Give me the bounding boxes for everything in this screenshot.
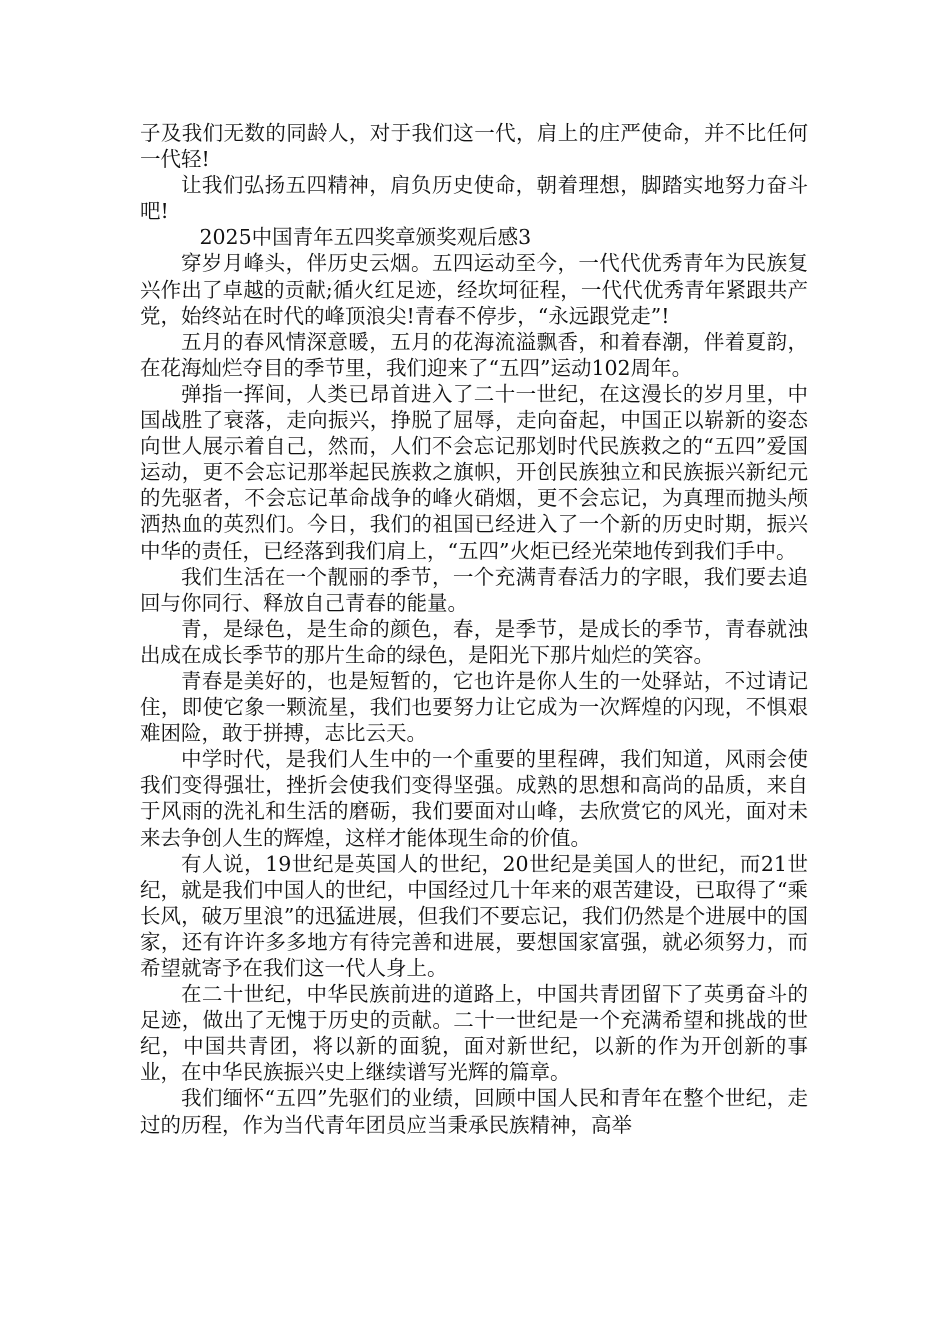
paragraph: 五月的春风情深意暖，五月的花海流溢飘香，和着春潮，伴着夏韵，在花海灿烂夺目的季节里，我们迎来了“五四”运动102周年。 [140, 329, 808, 380]
paragraph-continuation: 子及我们无数的同龄人，对于我们这一代，肩上的庄严使命，并不比任何一代轻! [140, 121, 808, 172]
paragraph: 青春是美好的，也是短暂的，它也许是你人生的一处驿站，不过请记住，即使它象一颗流星，我们也要努力让它成为一次辉煌的闪现，不惧艰难困险，敢于拼搏，志比云天。 [140, 668, 808, 746]
section-heading: 2025中国青年五四奖章颁奖观后感3 [199, 225, 532, 250]
paragraph: 穿岁月峰头，伴历史云烟。五四运动至今，一代代优秀青年为民族复兴作出了卓越的贡献;循火红足迹，经坎坷征程，一代代优秀青年紧跟共产党，始终站在时代的峰顶浪尖!青春不停步，“永远跟党走”! [140, 251, 808, 328]
paragraph: 我们缅怀“五四”先驱们的业绩，回顾中国人民和青年在整个世纪，走过的历程，作为当代青年团员应当秉承民族精神，高举 [140, 1086, 808, 1137]
document-body [140, 120, 808, 1138]
paragraph: 在二十世纪，中华民族前进的道路上，中国共青团留下了英勇奋斗的足迹，做出了无愧于历史的贡献。二十一世纪是一个充满希望和挑战的世纪，中国共青团，将以新的面貌，面对新世纪，以新的作为开创新的事业，在中华民族振兴史上继续谱写光辉的篇章。 [140, 982, 808, 1085]
paragraph: 弹指一挥间，人类已昂首进入了二十一世纪，在这漫长的岁月里，中国战胜了衰落，走向振兴，挣脱了屈辱，走向奋起，中国正以崭新的姿态向世人展示着自己，然而，人们不会忘记那划时代民族救之的“五四”爱国运动，更不会忘记那举起民族救之旗帜，开创民族独立和民族振兴新纪元的先驱者，不会忘记革命战争的峰火硝烟，更不会忘记，为真理而抛头颅洒热血的英烈们。今日，我们的祖国已经进入了一个新的历史时期，振兴中华的责任，已经落到我们肩上，“五四”火炬已经光荣地传到我们手中。 [140, 381, 808, 563]
paragraph: 有人说，19世纪是英国人的世纪，20世纪是美国人的世纪，而21世纪，就是我们中国人的世纪，中国经过几十年来的艰苦建设，已取得了“乘长风，破万里浪”的迅猛进展，但我们不要忘记，我们仍然是个进展中的国家，还有许许多多地方有待完善和进展，要想国家富强，就必须努力，而希望就寄予在我们这一代人身上。 [140, 851, 808, 980]
paragraph: 让我们弘扬五四精神，肩负历史使命，朝着理想，脚踏实地努力奋斗吧! [140, 173, 808, 224]
paragraph: 我们生活在一个靓丽的季节，一个充满青春活力的字眼，我们要去追回与你同行、释放自己青春的能量。 [140, 564, 808, 615]
paragraph: 中学时代，是我们人生中的一个重要的里程碑，我们知道，风雨会使我们变得强壮，挫折会使我们变得坚强。成熟的思想和高尚的品质，来自于风雨的洗礼和生活的磨砺，我们要面对山峰，去欣赏它的风光，面对未来去争创人生的辉煌，这样才能体现生命的价值。 [140, 747, 808, 850]
paragraph: 青，是绿色，是生命的颜色，春，是季节，是成长的季节，青春就浊出成在成长季节的那片生命的绿色，是阳光下那片灿烂的笑容。 [140, 616, 808, 667]
